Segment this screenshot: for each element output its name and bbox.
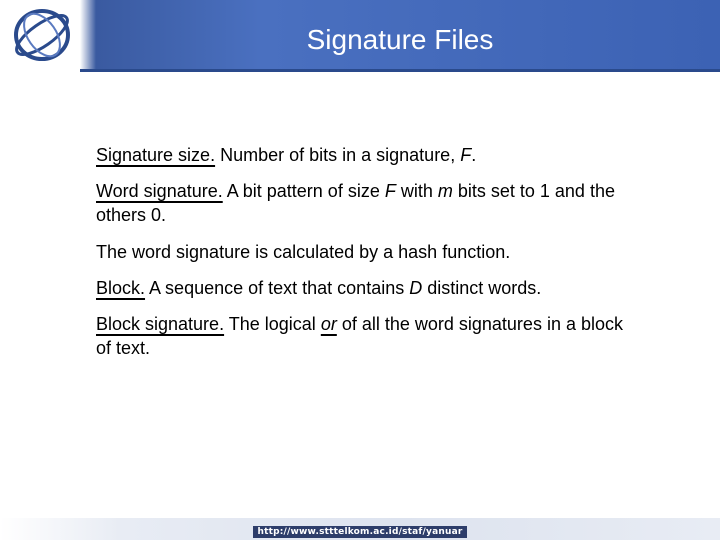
definition-block-signature: Block signature. The logical or of all the word signatures in a block of text. (96, 314, 623, 358)
slide-footer (0, 518, 720, 540)
term-block-signature: Block signature. (96, 314, 225, 334)
term-block: Block. (96, 278, 146, 298)
definition-block: Block. A sequence of text that contains D distinct words. (96, 278, 542, 298)
slide-title: Signature Files (306, 24, 494, 55)
statement-hash-function: The word signature is calculated by a hash function. (96, 242, 511, 262)
definition-word-signature: Word signature. A bit pattern of size F with m bits set to 1 and the others 0. (96, 181, 615, 225)
term-word-signature: Word signature. (96, 181, 223, 201)
term-signature-size: Signature size. (96, 145, 216, 165)
globe-logo-icon (6, 4, 78, 66)
slide-header (0, 0, 720, 72)
definition-signature-size: Signature size. Number of bits in a signature, F. (96, 145, 477, 165)
footer-url: http://www.stttelkom.ac.id/staf/yanuar (0, 527, 720, 537)
